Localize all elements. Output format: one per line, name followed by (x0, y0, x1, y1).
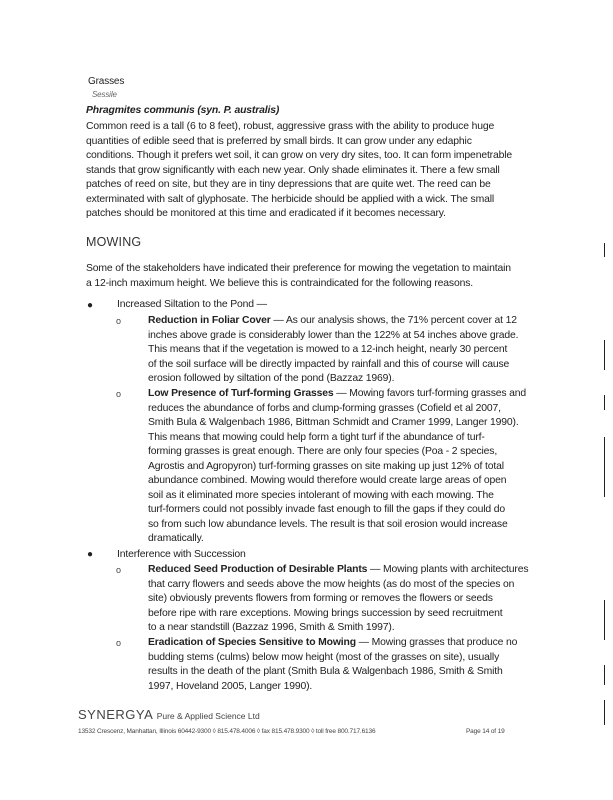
item-text: — As our analysis shows, the 71% percent cover at 12 (270, 315, 517, 326)
text-line: quantities of edible seed that is preferred by small birds. It can grow under any edaphic (86, 135, 472, 147)
item-first-line (148, 314, 518, 329)
section-label: Grasses (88, 76, 125, 87)
text-line: patches should be monitored at this time and eradicated if it becomes necessary. (86, 208, 446, 219)
text-line: This means that mowing could help form a tight turf if the abundance of turf- (148, 431, 485, 443)
text-line: patches of reed on site, but they are in tiny depressions that are quite wet. The reed can be (86, 179, 491, 190)
item-title: Eradication of Species Sensitive to Mowing (148, 637, 356, 648)
item-title: Reduction in Foliar Cover (148, 315, 271, 326)
text-line: abundance combined. Mowing would therefore would create large areas of open (148, 475, 507, 486)
text-line: before ripe with rare exceptions. Mowing brings succession by seed recruitment (148, 607, 503, 619)
text-line: reduces the abundance of forbs and clump-forming grasses (Cofield et al 2007, (148, 402, 501, 414)
text-line: forming grasses is great enough. There are only four species (Poa - 2 species, (148, 446, 498, 457)
text-line: conditions. Though it prefers wet soil, it can grow on very dry sites, too. It can form impenetrable (86, 150, 513, 161)
sub-item (148, 314, 518, 387)
text-line: Common reed is a tall (6 to 8 feet), robust, aggressive grass with the ability to produce huge (86, 121, 495, 132)
bullet-title: Interference with Succession (117, 549, 246, 560)
page-number: Page 14 of 19 (466, 728, 505, 735)
text-line: Smith Bula & Walgenbach 1986, Bittman Schmidt and Cramer 1999, Langer 1990). (148, 417, 519, 428)
item-title: Reduced Seed Production of Desirable Plants (148, 564, 368, 575)
scan-mark (604, 340, 605, 370)
scan-mark (604, 700, 605, 725)
scan-mark (604, 395, 605, 410)
bullet-title: Increased Siltation to the Pond — (117, 299, 267, 310)
section-heading: MOWING (86, 235, 142, 249)
text-line: stands that grow significantly with each new year. Only shade eliminates it. There a few small (86, 164, 500, 176)
company-logo (78, 707, 260, 724)
circle-bullet-icon: o (116, 565, 122, 575)
sub-item (148, 563, 528, 636)
text-line: that carry flowers and seeds above the mow heights (as do most of the species on (148, 578, 515, 590)
text-line: inches above grade is considerably lower than the 122% at 54 inches above grade. (148, 329, 519, 341)
item-text: — Mowing favors turf-forming grasses and (333, 388, 527, 399)
text-line: to a near standstill (Bazzaz 1996, Smith & Smith 1997). (148, 622, 395, 633)
text-line: results in the death of the plant (Smith Bula & Walgenbach 1986, Smith & Smith (148, 666, 503, 677)
text-line: of the soil surface will be directly impacted by rainfall and this of course will cause (148, 358, 510, 370)
bullet-icon: ● (87, 300, 94, 311)
text-line: 1997, Hoveland 2005, Langer 1990). (148, 680, 313, 692)
text-line: Some of the stakeholders have indicated their preference for mowing the vegetation to maintain (86, 263, 511, 274)
text-line: dramatically. (148, 533, 204, 544)
item-first-line (148, 387, 526, 402)
text-line: erosion followed by siltation of the pond (Bazzaz 1969). (148, 373, 395, 384)
circle-bullet-icon: o (116, 389, 122, 399)
text-line: Agrostis and Agropyron) turf-forming grasses on site making up just 12% of total (148, 460, 504, 472)
circle-bullet-icon: o (116, 316, 122, 326)
item-first-line (148, 636, 517, 651)
scan-mark (604, 600, 605, 640)
text-line: budding stems (culms) below mow height (most of the grasses on site), usually (148, 651, 500, 663)
bullet-icon: ● (87, 549, 94, 560)
item-first-line (148, 563, 528, 578)
sub-item (148, 387, 526, 547)
scan-mark (604, 437, 605, 497)
text-line: This means that if the vegetation is mowed to a 12-inch height, nearly 30 percent (148, 344, 508, 355)
text-line: turf-formers could not possibly invade fast enough to fill the gaps if they could do (148, 504, 506, 515)
footer-address: 13532 Crescenz, Manhattan, Illinois 60442-9300 ◊ 815.478.4006 ◊ fax 815.478.9300 ◊ toll free 800.717.6136 (78, 728, 376, 735)
scan-mark (604, 243, 605, 257)
mowing-intro (86, 262, 511, 291)
item-text: — Mowing grasses that produce no (355, 637, 518, 648)
subsection-label: Sessile (92, 90, 117, 99)
sub-item (148, 636, 517, 694)
text-line: exterminated with salt of glyphosate. The herbicide should be applied with a wick. The small (86, 193, 495, 205)
text-line: so from such low abundance levels. The result is that soil erosion would increase (148, 518, 508, 530)
species-description (86, 120, 512, 222)
item-text: — Mowing plants with architectures (367, 564, 529, 575)
scan-mark (604, 665, 605, 685)
text-line: site) obviously prevents flowers from forming or removes the flowers or seeds (148, 593, 493, 604)
company-tagline: Pure & Applied Science Ltd (156, 711, 260, 721)
company-name: SYNERGYA (78, 707, 153, 722)
text-line: a 12-inch maximum height. We believe this is contraindicated for the following reasons. (86, 277, 474, 289)
species-title: Phragmites communis (syn. P. australis) (86, 105, 280, 116)
text-line: soil as it eliminated more species intolerant of mowing with each mowing. The (148, 489, 494, 501)
circle-bullet-icon: o (116, 638, 122, 648)
item-title: Low Presence of Turf-forming Grasses (148, 388, 334, 399)
